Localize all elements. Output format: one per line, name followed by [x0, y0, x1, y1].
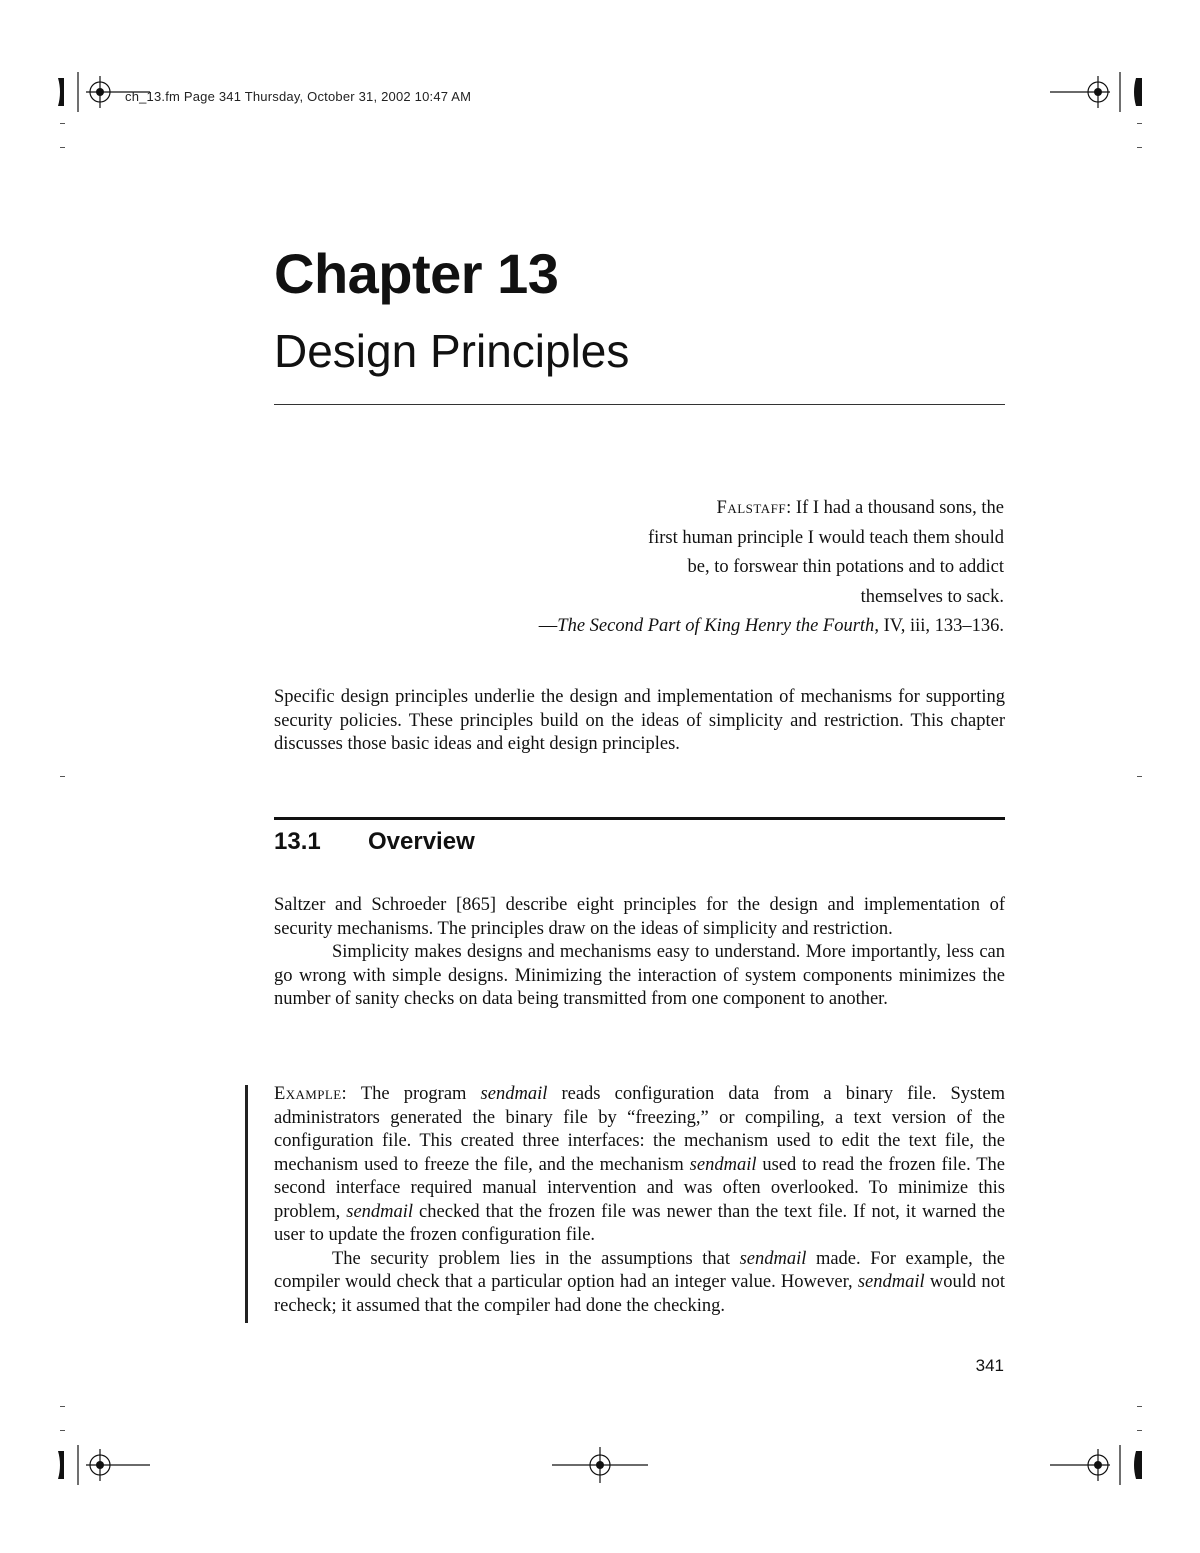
- epigraph: [380, 494, 1004, 642]
- chapter-title: Chapter 13: [274, 242, 559, 305]
- margin-tick: [1137, 123, 1142, 124]
- margin-tick: [60, 776, 65, 777]
- overview-text: [274, 894, 1005, 1012]
- example-block: [274, 1083, 1005, 1318]
- epigraph-line: Falstaff: If I had a thousand sons, the: [716, 498, 1004, 518]
- section-title: Overview: [368, 828, 475, 855]
- crop-mark-bottom-left: [56, 1441, 168, 1489]
- page-number: 341: [975, 1356, 1004, 1375]
- margin-tick: [60, 1430, 65, 1431]
- margin-tick: [60, 123, 65, 124]
- heading-divider: [274, 404, 1005, 405]
- section-heading: [274, 828, 475, 856]
- margin-tick: [60, 1406, 65, 1407]
- epigraph-line: first human principle I would teach them should: [647, 527, 1004, 548]
- overview-paragraph: Simplicity makes designs and mechanisms easy to understand. More importantly, less can go wrong with simple designs. Minimizing the interaction of system components minimizes the number of sanity checks on data being transmitted from one component to another.: [274, 942, 1005, 1009]
- margin-tick: [1137, 147, 1142, 148]
- epigraph-line: be, to forswear thin potations and to addict: [687, 557, 1004, 577]
- section-rule: [274, 817, 1005, 820]
- page-slug: ch_13.fm Page 341 Thursday, October 31, 2002 10:47 AM: [125, 89, 472, 104]
- margin-tick: [1137, 1430, 1142, 1431]
- intro-paragraph: Specific design principles underlie the design and implementation of mechanisms for supporting security policies. These principles build on the ideas of simplicity and restriction. This chapter discusses those basic ideas and eight design principles.: [274, 687, 1005, 754]
- margin-tick: [1137, 1406, 1142, 1407]
- citation-title: The Second Part of King Henry the Fourth: [557, 616, 875, 636]
- overview-paragraph: Saltzer and Schroeder [865] describe eight principles for the design and implementation of security mechanisms. The principles draw on the ideas of simplicity and restriction.: [274, 895, 1005, 939]
- crop-mark-bottom-right: [1046, 1441, 1146, 1489]
- example-paragraph: The security problem lies in the assumptions that sendmail made. For example, the compiler would check that a particular option had an integer value. However, sendmail would not recheck; it assumed that the compiler had done the checking.: [274, 1248, 1006, 1316]
- epigraph-line: themselves to sack.: [860, 586, 1004, 607]
- epigraph-speaker: Falstaff: [716, 498, 787, 518]
- crop-mark-top-right: [1046, 68, 1146, 116]
- change-bar: [245, 1085, 248, 1323]
- chapter-heading: [274, 242, 1004, 377]
- example-label: Example:: [274, 1084, 348, 1104]
- crop-mark-bottom-center: [550, 1441, 650, 1489]
- margin-tick: [60, 147, 65, 148]
- epigraph-citation: —The Second Part of King Henry the Fourth, IV, iii, 133–136.: [538, 616, 1004, 636]
- example-paragraph: Example: The program sendmail reads configuration data from a binary file. System administrators generated the binary file by “freezing,” or compiling, a text version of the configuration file. This created three interfaces: the mechanism used to edit the text file, the mechanism used to freeze the file, and the mechanism sendmail used to read the frozen file. The second interface required manual intervention and was often overlooked. To minimize this problem, sendmail checked that the frozen file was newer than the text file. If not, it warned the user to update the frozen configuration file.: [274, 1084, 1005, 1245]
- section-number: 13.1: [274, 828, 321, 855]
- chapter-subtitle: Design Principles: [274, 325, 630, 377]
- margin-tick: [1137, 776, 1142, 777]
